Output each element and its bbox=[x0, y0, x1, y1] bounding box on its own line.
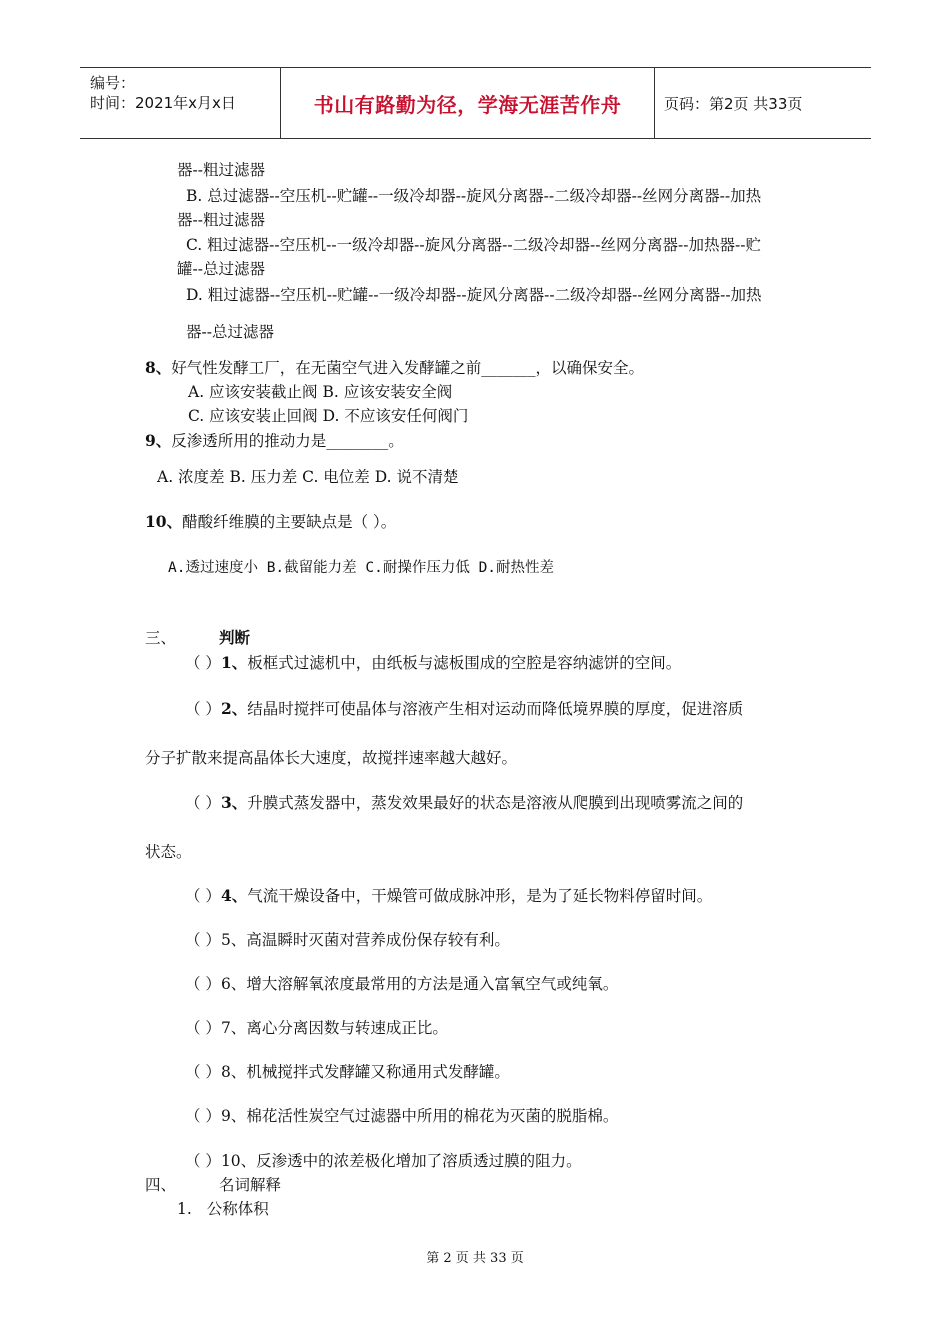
q9-options: A. 浓度差 B. 压力差 C. 电位差 D. 说不清楚 bbox=[157, 468, 459, 486]
answer-bracket[interactable]: （ ） bbox=[185, 1019, 221, 1037]
q9-number: 9、 bbox=[145, 431, 172, 450]
judge-item bbox=[185, 974, 618, 994]
term-number: 1. bbox=[177, 1200, 192, 1218]
answer-bracket[interactable]: （ ） bbox=[185, 1152, 221, 1170]
q8-options-ab: A. 应该安装截止阀 B. 应该安装安全阀 bbox=[188, 383, 453, 401]
judge-item-cont: 分子扩散来提高晶体长大速度，故搅拌速率越大越好。 bbox=[145, 749, 518, 767]
judge-item bbox=[185, 699, 743, 719]
judge-item bbox=[185, 930, 510, 950]
judge-item bbox=[185, 793, 743, 813]
q9-stem bbox=[145, 431, 404, 451]
q7-option-a-tail: 器--粗过滤器 bbox=[177, 161, 265, 179]
judge-item-text: 板框式过滤机中，由纸板与滤板围成的空腔是容纳滤饼的空间。 bbox=[247, 654, 682, 672]
header-right-cell bbox=[654, 68, 871, 138]
answer-bracket[interactable]: （ ） bbox=[185, 975, 221, 993]
judge-item-number: 1、 bbox=[220, 653, 248, 672]
answer-bracket[interactable]: （ ） bbox=[185, 1107, 221, 1125]
q10-number: 10、 bbox=[145, 512, 183, 531]
judge-item bbox=[185, 1062, 510, 1082]
q7-option-c-cont: 罐--总过滤器 bbox=[177, 260, 265, 278]
section3-heading bbox=[145, 628, 250, 648]
answer-bracket[interactable]: （ ） bbox=[185, 654, 221, 672]
judge-item bbox=[185, 653, 681, 673]
judge-item bbox=[185, 1151, 582, 1171]
section4-title: 名词解释 bbox=[218, 1176, 281, 1194]
judge-item-number: 8、 bbox=[220, 1063, 247, 1081]
q7-option-b: B. 总过滤器--空压机--贮罐--一级冷却器--旋风分离器--二级冷却器--丝网分离器--加热 bbox=[186, 187, 762, 205]
judge-item-text: 高温瞬时灭菌对营养成份保存较有利。 bbox=[246, 931, 510, 949]
judge-item-number: 3、 bbox=[220, 793, 248, 812]
judge-item-text: 机械搅拌式发酵罐又称通用式发酵罐。 bbox=[246, 1063, 510, 1081]
judge-item-number: 10、 bbox=[220, 1152, 257, 1170]
page-info: 页码：第2页 共33页 bbox=[664, 94, 803, 113]
judge-item-number: 2、 bbox=[220, 699, 248, 718]
judge-item-text: 气流干燥设备中，干燥管可做成脉冲形，是为了延长物料停留时间。 bbox=[247, 887, 713, 905]
answer-bracket[interactable]: （ ） bbox=[185, 700, 221, 718]
answer-bracket[interactable]: （ ） bbox=[185, 794, 221, 812]
judge-item-text: 升膜式蒸发器中，蒸发效果最好的状态是溶液从爬膜到出现喷雾流之间的 bbox=[247, 794, 744, 812]
judge-item-text: 反渗透中的浓差极化增加了溶质透过膜的阻力。 bbox=[256, 1152, 582, 1170]
answer-bracket[interactable]: （ ） bbox=[185, 887, 221, 905]
judge-item-text: 增大溶解氧浓度最常用的方法是通入富氧空气或纯氧。 bbox=[246, 975, 619, 993]
motto: 书山有路勤为径，学海无涯苦作舟 bbox=[313, 92, 622, 117]
section4-index: 四、 bbox=[145, 1176, 177, 1194]
q10-text: 醋酸纤维膜的主要缺点是（ ）。 bbox=[182, 513, 397, 531]
judge-item-number: 7、 bbox=[220, 1019, 247, 1037]
judge-item-text: 结晶时搅拌可使晶体与溶液产生相对运动而降低境界膜的厚度，促进溶质 bbox=[247, 700, 744, 718]
answer-bracket[interactable]: （ ） bbox=[185, 1063, 221, 1081]
page-footer: 第 2 页 共 33 页 bbox=[426, 1251, 524, 1266]
judge-item-number: 5、 bbox=[220, 931, 247, 949]
header-center-cell bbox=[280, 68, 655, 138]
section4-heading bbox=[145, 1175, 281, 1195]
judge-item bbox=[185, 1018, 448, 1038]
q8-text: 好气性发酵工厂，在无菌空气进入发酵罐之前_______，以确保安全。 bbox=[171, 359, 645, 377]
q10-stem bbox=[145, 512, 396, 532]
q8-stem bbox=[145, 358, 644, 378]
answer-bracket[interactable]: （ ） bbox=[185, 931, 221, 949]
header-left-cell bbox=[80, 68, 280, 138]
q8-options-cd: C. 应该安装止回阀 D. 不应该安任何阀门 bbox=[188, 407, 469, 425]
judge-item-text: 棉花活性炭空气过滤器中所用的棉花为灭菌的脱脂棉。 bbox=[246, 1107, 619, 1125]
number-label: 编号： bbox=[90, 74, 136, 92]
judge-item-number: 4、 bbox=[220, 886, 248, 905]
q7-option-d: D. 粗过滤器--空压机--贮罐--一级冷却器--旋风分离器--二级冷却器--丝网分离器--加热 bbox=[186, 286, 762, 304]
section3-title: 判断 bbox=[218, 628, 250, 647]
q8-number: 8、 bbox=[145, 358, 172, 377]
term-item bbox=[177, 1199, 269, 1219]
judge-item-cont: 状态。 bbox=[145, 843, 192, 861]
q7-option-d-cont: 器--总过滤器 bbox=[186, 323, 274, 341]
page-header bbox=[80, 67, 871, 139]
time-label: 时间：2021年x月x日 bbox=[90, 94, 236, 112]
section3-index: 三、 bbox=[145, 629, 177, 647]
judge-item bbox=[185, 886, 712, 906]
q9-text: 反渗透所用的推动力是________。 bbox=[171, 432, 404, 450]
q7-option-b-cont: 器--粗过滤器 bbox=[177, 211, 265, 229]
judge-item-number: 9、 bbox=[220, 1107, 247, 1125]
judge-item bbox=[185, 1106, 618, 1126]
q7-option-c: C. 粗过滤器--空压机--一级冷却器--旋风分离器--二级冷却器--丝网分离器--加热器--贮 bbox=[186, 236, 761, 254]
term-text: 公称体积 bbox=[206, 1200, 269, 1218]
q10-options: A.透过速度小 B.截留能力差 C.耐操作压力低 D.耐热性差 bbox=[168, 560, 555, 576]
judge-item-number: 6、 bbox=[220, 975, 247, 993]
judge-item-text: 离心分离因数与转速成正比。 bbox=[246, 1019, 448, 1037]
